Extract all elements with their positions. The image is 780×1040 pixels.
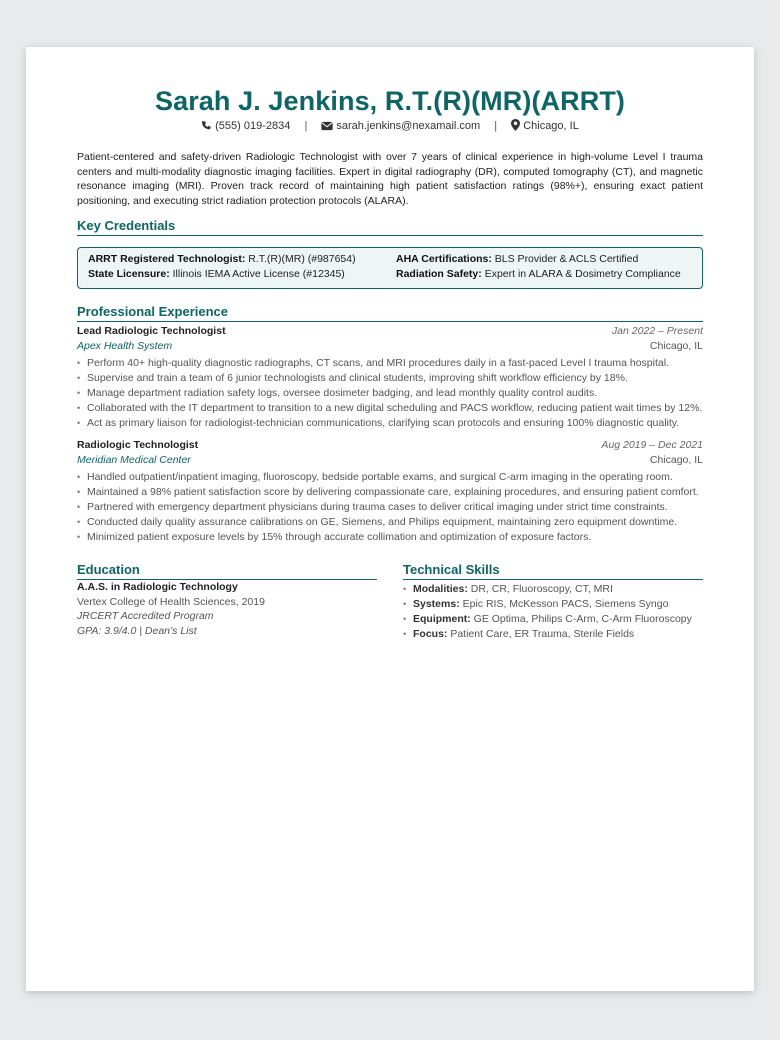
professional-summary: Patient-centered and safety-driven Radiologic Technologist with over 7 years of clinical experience in high-volume Level I trauma centers and multi-modality diagnostic imaging facilities. Expert in digital radiography (DR), computed tomography (CT), and magnetic resonance imaging (MRI). Proven track record of maintaining high patient satisfaction ratings (98%+), ensuring exact patient positioning, and executing strict radiation protection protocols (ALARA). — [77, 151, 703, 207]
job-subheader — [77, 339, 703, 354]
list-item — [403, 612, 703, 627]
skills-list — [403, 582, 703, 642]
education-gpa: GPA: 3.9/4.0 | Dean’s List — [77, 624, 197, 637]
skill-label: Equipment: — [413, 613, 471, 626]
skills-column — [403, 562, 703, 642]
job-organization: Apex Health System — [77, 340, 173, 353]
credential-value: Illinois IEMA Active License (#12345) — [172, 268, 345, 281]
job-bullets — [77, 356, 703, 431]
list-item: • Supervise and train a team of 6 junior technologists and clinical students, improving shift workflow efficiency by 18%. — [77, 371, 703, 386]
experience-heading: Professional Experience — [77, 304, 703, 322]
job-header — [77, 438, 703, 453]
credential-item — [396, 252, 692, 267]
resume-page — [26, 47, 754, 991]
envelope-icon — [321, 121, 333, 131]
map-pin-icon — [511, 119, 520, 131]
credential-value: Expert in ALARA & Dosimetry Compliance — [484, 268, 681, 281]
credentials-box — [77, 247, 703, 289]
credential-label: ARRT Registered Technologist: — [88, 253, 246, 266]
candidate-name: Sarah J. Jenkins, R.T.(R)(MR)(ARRT) — [154, 86, 626, 116]
credential-item — [88, 252, 396, 267]
skill-value: GE Optima, Philips C-Arm, C-Arm Fluoroscopy — [473, 613, 692, 626]
job-header — [77, 324, 703, 339]
list-item: • Minimized patient exposure levels by 15% through accurate collimation and optimization of exposure factors. — [77, 530, 703, 545]
list-item — [403, 597, 703, 612]
list-item: • Collaborated with the IT department to transition to a new digital scheduling and PACS workflow, reducing patient wait times by 12%. — [77, 401, 703, 416]
credential-value: R.T.(R)(MR) (#987654) — [248, 253, 356, 266]
credential-item — [396, 267, 692, 282]
job-role: Lead Radiologic Technologist — [77, 325, 226, 338]
job-location: Chicago, IL — [649, 454, 703, 467]
credential-label: AHA Certifications: — [396, 253, 492, 266]
skill-label: Systems: — [413, 598, 460, 611]
list-item: • Manage department radiation safety logs, oversee dosimeter badging, and lead monthly quality control audits. — [77, 386, 703, 401]
skill-value: Epic RIS, McKesson PACS, Siemens Syngo — [462, 598, 669, 611]
skills-heading: Technical Skills — [403, 562, 703, 580]
bottom-columns — [77, 562, 703, 642]
skill-label: Modalities: — [413, 583, 468, 596]
phone-icon — [201, 120, 212, 131]
credential-label: Radiation Safety: — [396, 268, 482, 281]
contact-line — [77, 119, 703, 133]
list-item: • Handled outpatient/inpatient imaging, fluoroscopy, bedside portable exams, and surgical C-arm imaging in the operating room. — [77, 470, 703, 485]
list-item — [403, 582, 703, 597]
email-contact — [321, 120, 483, 132]
education-degree: A.A.S. in Radiologic Technology — [77, 581, 238, 594]
education-school: Vertex College of Health Sciences, 2019 — [77, 595, 265, 608]
contact-separator: | — [304, 120, 308, 132]
job-dates: Jan 2022 – Present — [611, 325, 703, 338]
contact-separator: | — [494, 120, 498, 132]
list-item: • Conducted daily quality assurance calibrations on GE, Siemens, and Philips equipment, maintaining zero equipment downtime. — [77, 515, 703, 530]
skill-value: Patient Care, ER Trauma, Sterile Fields — [450, 628, 635, 641]
location-text: Chicago, IL — [523, 120, 579, 132]
email-text: sarah.jenkins@nexamail.com — [336, 120, 481, 132]
job-location: Chicago, IL — [649, 340, 703, 353]
list-item — [403, 627, 703, 642]
skill-label: Focus: — [413, 628, 448, 641]
location-contact — [511, 120, 579, 132]
phone-contact — [201, 120, 293, 132]
credential-label: State Licensure: — [88, 268, 170, 281]
job-entry — [77, 324, 703, 431]
list-item: • Perform 40+ high-quality diagnostic radiographs, CT scans, and MRI procedures daily in a fast-paced Level I trauma hospital. — [77, 356, 703, 371]
list-item: • Maintained a 98% patient satisfaction score by delivering compassionate care, explaining procedures, and ensuring patient comfort. — [77, 485, 703, 500]
job-organization: Meridian Medical Center — [77, 454, 191, 467]
credentials-heading: Key Credentials — [77, 218, 703, 236]
list-item: • Partnered with emergency department physicians during trauma cases to deliver critical imaging under strict time constraints. — [77, 500, 703, 515]
job-dates: Aug 2019 – Dec 2021 — [601, 439, 703, 452]
education-column — [77, 562, 377, 642]
skill-value: DR, CR, Fluoroscopy, CT, MRI — [470, 583, 613, 596]
education-program: JRCERT Accredited Program — [77, 610, 214, 623]
list-item: • Act as primary liaison for radiologist-technician communications, clarifying scan protocols and ensuring 100% diagnostic quality. — [77, 416, 703, 431]
job-bullets — [77, 470, 703, 545]
job-subheader — [77, 453, 703, 468]
education-details — [77, 580, 377, 638]
job-entry — [77, 438, 703, 545]
job-role: Radiologic Technologist — [77, 439, 199, 452]
credential-value: BLS Provider & ACLS Certified — [494, 253, 639, 266]
phone-text: (555) 019-2834 — [215, 120, 291, 132]
credential-item — [88, 267, 396, 282]
education-heading: Education — [77, 562, 377, 580]
